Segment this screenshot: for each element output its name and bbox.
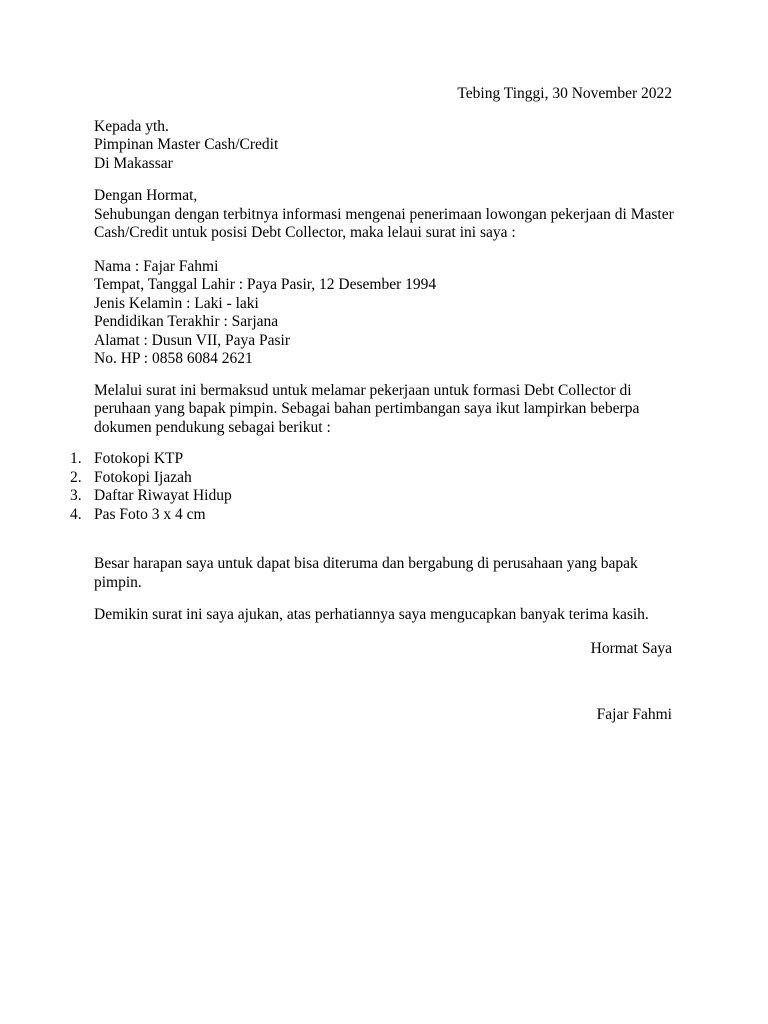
biodata-gender: Jenis Kelamin : Laki - laki — [94, 294, 259, 312]
list-item-number: 1. — [70, 450, 82, 467]
application-line: peruhaan yang bapak pimpin. Sebagai bahan pertimbangan saya ikut lampirkan beberpa — [94, 400, 640, 417]
application-paragraph — [94, 382, 672, 438]
list-item — [70, 487, 672, 506]
list-item-text: Fotokopi Ijazah — [94, 468, 192, 486]
list-item-number: 4. — [70, 505, 82, 523]
list-item-number: 3. — [70, 487, 82, 504]
list-item — [70, 450, 672, 469]
application-line: dokumen pendukung sebagai berikut : — [94, 418, 331, 436]
date-line: Tebing Tinggi, 30 November 2022 — [457, 85, 672, 102]
hope-line: pimpin. — [94, 573, 142, 591]
opening-line: Sehubungan dengan terbitnya informasi mengenai penerimaan lowongan pekerjaan di Master — [94, 205, 674, 223]
hope-paragraph — [94, 555, 672, 592]
hope-line: Besar harapan saya untuk dapat bisa diteruma dan bergabung di perusahaan yang bapak — [94, 555, 638, 572]
opening-paragraph — [94, 187, 672, 243]
list-item-text: Fotokopi KTP — [94, 450, 184, 467]
application-line: Melalui surat ini bermaksud untuk melamar pekerjaan untuk formasi Debt Collector di — [94, 381, 632, 399]
biodata-phone: No. HP : 0858 6084 2621 — [94, 350, 253, 367]
biodata-education: Pendidikan Terakhir : Sarjana — [94, 313, 279, 330]
greeting-line: Dengan Hormat, — [94, 187, 198, 204]
recipient-salutation: Kepada yth. — [94, 117, 169, 135]
recipient-name: Pimpinan Master Cash/Credit — [94, 136, 279, 153]
signature-name: Fajar Fahmi — [596, 706, 672, 723]
biodata-birth: Tempat, Tanggal Lahir : Paya Pasir, 12 Desember 1994 — [94, 276, 437, 293]
opening-line: Cash/Credit untuk posisi Debt Collector, maka lelaui surat ini saya : — [94, 224, 516, 241]
list-item-text: Pas Foto 3 x 4 cm — [94, 505, 206, 523]
list-item — [70, 506, 672, 525]
recipient-block — [94, 118, 672, 174]
list-item — [70, 469, 672, 488]
recipient-location: Di Makassar — [94, 154, 173, 172]
biodata-block — [94, 258, 672, 369]
closing-paragraph: Demikin surat ini saya ajukan, atas perhatiannya saya mengucapkan banyak terima kasih. — [94, 606, 649, 623]
attachments-list — [70, 450, 672, 524]
biodata-address: Alamat : Dusun VII, Paya Pasir — [94, 331, 291, 349]
biodata-name: Nama : Fajar Fahmi — [94, 257, 219, 275]
list-item-text: Daftar Riwayat Hidup — [94, 487, 232, 504]
salutation-line: Hormat Saya — [590, 639, 672, 657]
list-item-number: 2. — [70, 468, 82, 486]
